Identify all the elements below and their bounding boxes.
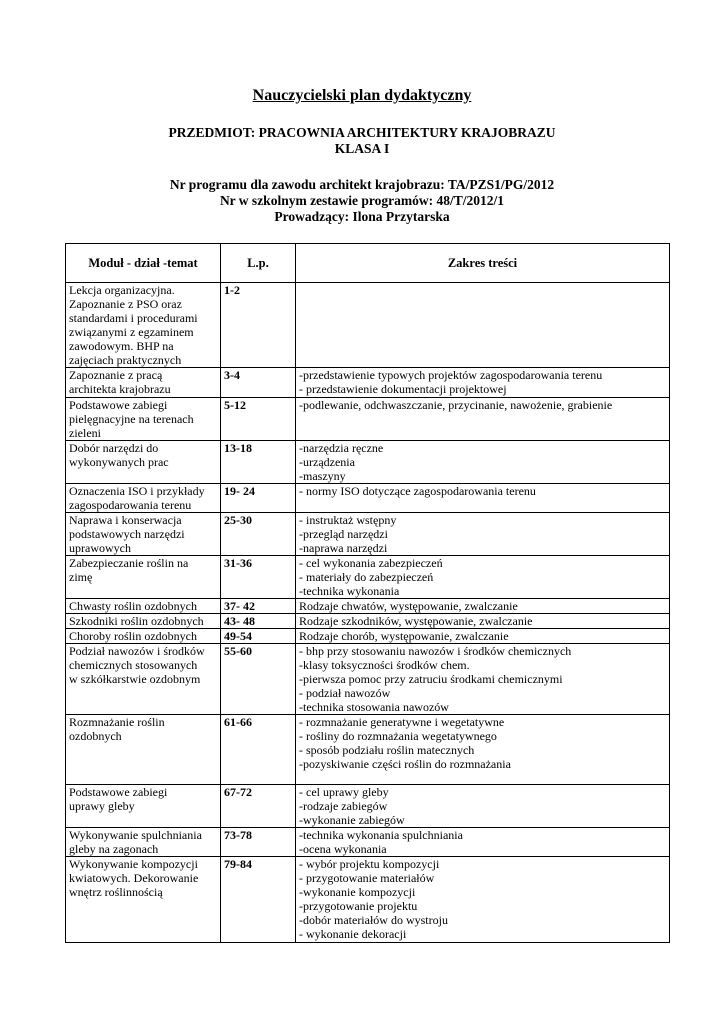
content-cell [296, 556, 670, 599]
content-cell [296, 785, 670, 828]
table-body [66, 283, 670, 943]
content-line: Rodzaje szkodników, występowanie, zwalczanie [299, 614, 533, 628]
column-header-topic: Moduł - dział -temat [66, 244, 221, 283]
content-line: - przedstawienie dokumentacji projektowej [299, 382, 507, 396]
content-line: - normy ISO dotyczące zagospodarowania terenu [299, 484, 536, 498]
table-row [66, 283, 670, 368]
content-cell [296, 614, 670, 629]
topic-line: związanymi z egzaminem [69, 325, 194, 339]
content-line: Rodzaje chwatów, występowanie, zwalczanie [299, 599, 518, 613]
topic-line: standardami i procedurami [69, 311, 198, 325]
content-cell [296, 629, 670, 644]
table-row [66, 441, 670, 484]
topic-cell [66, 715, 221, 785]
lesson-number-cell: 49-54 [221, 629, 296, 644]
lesson-number-cell: 37- 42 [221, 599, 296, 614]
topic-line: w szkółkarstwie ozdobnym [69, 672, 201, 686]
topic-line: podstawowych narzędzi [69, 527, 185, 541]
program-line: Nr programu dla zawodu architekt krajobrazu: TA/PZS1/PG/2012 [169, 177, 555, 192]
content-line: -pozyskiwanie części roślin do rozmnażania [299, 757, 511, 771]
school-set-line: Nr w szkolnym zestawie programów: 48/T/2012/1 [219, 193, 505, 208]
topic-cell [66, 614, 221, 629]
topic-line: Wykonywanie spulchniania [69, 828, 202, 842]
subject-line: PRZEDMIOT: PRACOWNIA ARCHITEKTURY KRAJOBRAZU [168, 125, 556, 140]
lesson-number-cell: 61-66 [221, 715, 296, 785]
topic-cell [66, 441, 221, 484]
topic-cell [66, 785, 221, 828]
topic-line: Lekcja organizacyjna. [69, 283, 175, 297]
content-line: -maszyny [299, 469, 346, 483]
topic-line: Oznaczenia ISO i przykłady [69, 484, 205, 498]
topic-line: Szkodniki roślin ozdobnych [69, 614, 204, 628]
table-row [66, 614, 670, 629]
content-line: - wykonanie dekoracji [299, 927, 407, 941]
table-row [66, 368, 670, 398]
topic-cell [66, 599, 221, 614]
topic-line: wykonywanych prac [69, 455, 169, 469]
content-cell [296, 441, 670, 484]
table-row [66, 785, 670, 828]
topic-line: Naprawa i konserwacja [69, 513, 182, 527]
lesson-number-cell: 67-72 [221, 785, 296, 828]
topic-line: gleby na zagonach [69, 842, 159, 856]
lesson-number-cell: 3-4 [221, 368, 296, 398]
topic-line: uprawy gleby [69, 799, 135, 813]
content-line: - cel uprawy gleby [299, 785, 389, 799]
lesson-number-cell: 43- 48 [221, 614, 296, 629]
content-cell [296, 484, 670, 513]
content-line: -ocena wykonania [299, 842, 387, 856]
content-line: -technika wykonania [299, 584, 400, 598]
content-cell [296, 857, 670, 943]
table-header-row [66, 244, 670, 283]
content-line: - rozmnażanie generatywne i wegetatywne [299, 715, 505, 729]
content-line: -pierwsza pomoc przy zatruciu środkami chemicznymi [299, 672, 563, 686]
content-line: - przygotowanie materiałów [299, 871, 435, 885]
table-row [66, 644, 670, 715]
lesson-number-cell: 25-30 [221, 513, 296, 556]
topic-line: Wykonywanie kompozycji [69, 857, 198, 871]
content-cell [296, 644, 670, 715]
content-cell [296, 398, 670, 441]
topic-cell [66, 513, 221, 556]
topic-line: uprawowych [69, 541, 131, 555]
topic-line: Rozmnażanie roślin [69, 715, 165, 729]
table-row [66, 828, 670, 857]
content-line: -rodzaje zabiegów [299, 799, 388, 813]
topic-line: zimę [69, 570, 93, 584]
content-line: - wybór projektu kompozycji [299, 857, 440, 871]
topic-line: Choroby roślin ozdobnych [69, 629, 197, 643]
topic-line: Chwasty roślin ozdobnych [69, 599, 197, 613]
topic-line: ozdobnych [69, 729, 122, 743]
content-line: - sposób podziału roślin matecznych [299, 743, 475, 757]
lesson-number-cell: 1-2 [221, 283, 296, 368]
topic-line: zieleni [69, 426, 101, 440]
topic-line: kwiatowych. Dekorowanie [69, 871, 199, 885]
content-line: - cel wykonania zabezpieczeń [299, 556, 443, 570]
topic-cell [66, 644, 221, 715]
topic-line: wnętrz roślinnością [69, 885, 163, 899]
topic-line: pielęgnacyjne na terenach [69, 412, 194, 426]
content-line: -przygotowanie projektu [299, 899, 418, 913]
topic-cell [66, 484, 221, 513]
content-line: -urządzenia [299, 455, 355, 469]
topic-line: Podstawowe zabiegi [69, 785, 168, 799]
content-line: - bhp przy stosowaniu nawozów i środków chemicznych [299, 644, 572, 658]
topic-line: Zapoznanie z PSO oraz [69, 297, 182, 311]
lesson-number-cell: 13-18 [221, 441, 296, 484]
topic-cell [66, 398, 221, 441]
content-cell [296, 283, 670, 368]
content-line: -naprawa narzędzi [299, 541, 388, 555]
topic-line: chemicznych stosowanych [69, 658, 198, 672]
lesson-number-cell: 55-60 [221, 644, 296, 715]
table-row [66, 715, 670, 785]
lesson-number-cell: 73-78 [221, 828, 296, 857]
topic-cell [66, 368, 221, 398]
table-row [66, 513, 670, 556]
content-line: - rośliny do rozmnażania wegetatywnego [299, 729, 497, 743]
content-cell [296, 599, 670, 614]
content-cell [296, 828, 670, 857]
content-cell [296, 513, 670, 556]
topic-cell [66, 629, 221, 644]
content-line: -technika wykonania spulchniania [299, 828, 463, 842]
lesson-number-cell: 19- 24 [221, 484, 296, 513]
class-line: KLASA I [334, 141, 390, 156]
document-title: Nauczycielski plan dydaktyczny [252, 87, 472, 104]
content-cell [296, 368, 670, 398]
content-line: - instruktaż wstępny [299, 513, 397, 527]
plan-table [65, 243, 670, 943]
topic-cell [66, 857, 221, 943]
content-line: - materiały do zabezpieczeń [299, 570, 434, 584]
content-line: -przegląd narzędzi [299, 527, 388, 541]
column-header-content: Zakres treści [296, 244, 670, 283]
content-line: -podlewanie, odchwaszczanie, przycinanie, nawożenie, grabienie [299, 398, 613, 412]
content-line: -technika stosowania nawozów [299, 700, 449, 714]
lesson-number-cell: 31-36 [221, 556, 296, 599]
content-line: -dobór materiałów do wystroju [299, 913, 448, 927]
content-line: -klasy toksyczności środków chem. [299, 658, 470, 672]
content-line: -przedstawienie typowych projektów zagospodarowania terenu [299, 368, 603, 382]
topic-cell [66, 283, 221, 368]
content-line: -narzędzia ręczne [299, 441, 384, 455]
table-row [66, 857, 670, 943]
lesson-number-cell: 79-84 [221, 857, 296, 943]
lesson-number-cell: 5-12 [221, 398, 296, 441]
topic-line: Podstawowe zabiegi [69, 398, 168, 412]
topic-line: Dobór narzędzi do [69, 441, 159, 455]
table-row [66, 599, 670, 614]
topic-cell [66, 828, 221, 857]
table-row [66, 398, 670, 441]
topic-cell [66, 556, 221, 599]
content-line: Rodzaje chorób, występowanie, zwalczanie [299, 629, 509, 643]
topic-line: Podział nawozów i środków [69, 644, 205, 658]
topic-line: zawodowym. BHP na [69, 339, 174, 353]
table-row [66, 484, 670, 513]
topic-line: architekta krajobrazu [69, 382, 171, 396]
topic-line: zajęciach praktycznych [69, 353, 182, 367]
table-row [66, 629, 670, 644]
column-header-lp: L.p. [221, 244, 296, 283]
content-line: -wykonanie zabiegów [299, 813, 405, 827]
content-line: -wykonanie kompozycji [299, 885, 416, 899]
content-cell [296, 715, 670, 785]
content-line: - podział nawozów [299, 686, 391, 700]
topic-line: Zapoznanie z pracą [69, 368, 163, 382]
table-row [66, 556, 670, 599]
topic-line: Zabezpieczanie roślin na [69, 556, 189, 570]
teacher-line: Prowadzący: Ilona Przytarska [274, 209, 450, 224]
topic-line: zagospodarowania terenu [69, 498, 192, 512]
